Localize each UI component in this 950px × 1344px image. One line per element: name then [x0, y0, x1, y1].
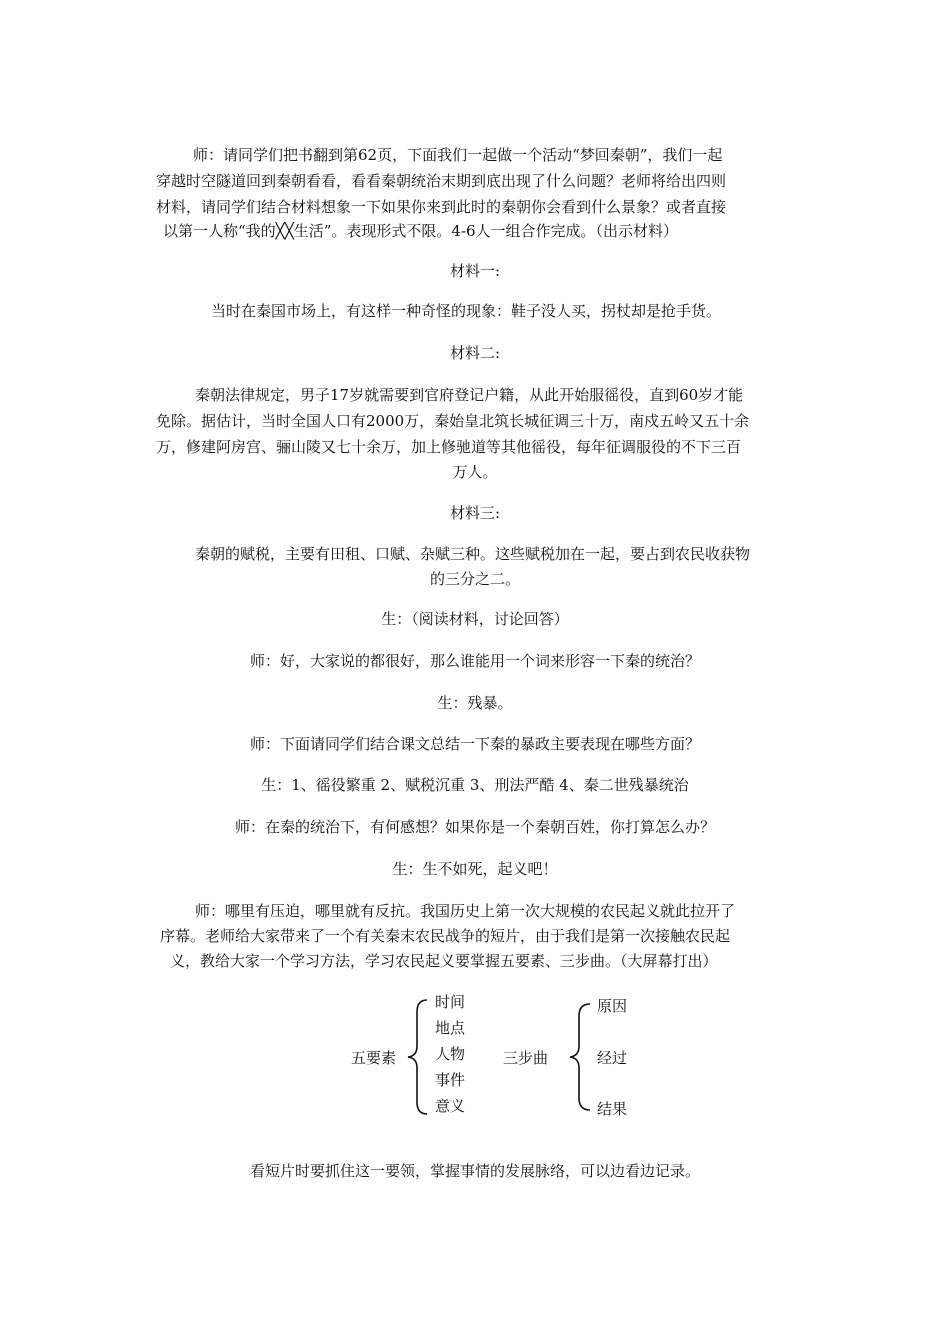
dialogue-line-2: 师：好，大家说的都很好，那么谁能用一个词来形容一下秦的统治？: [249, 652, 700, 670]
uprising-line-2: 序幕。老师给大家带来了一个有关秦末农民战争的短片，由于我们是第一次接触农民起: [160, 927, 731, 945]
three-steps-brace: [570, 1004, 590, 1110]
three-item-cause: 原因: [597, 997, 628, 1015]
dialogue-line-5: 生：1、徭役繁重 2、赋税沉重 3、刑法严酷 4、秦二世残暴统治: [261, 776, 689, 794]
material2-title: 材料二:: [449, 344, 501, 362]
closing-line: 看短片时要抓住这一要领，掌握事情的发展脉络，可以边看边记录。: [249, 1162, 700, 1180]
intro-line-1: 师：请同学们把书翻到第62页，下面我们一起做一个活动“梦回秦朝”，我们一起: [193, 146, 723, 164]
five-item-event: 事件: [435, 1071, 466, 1089]
five-elements-label: 五要素: [351, 1049, 397, 1067]
five-elements-brace: [408, 1000, 427, 1114]
material2-line-3: 万，修建阿房宫、骊山陵又七十余万，加上修驰道等其他徭役，每年征调服役的不下三百: [156, 438, 742, 456]
five-item-place: 地点: [435, 1019, 466, 1037]
five-item-meaning: 意义: [435, 1097, 466, 1115]
uprising-line-1: 师：哪里有压迫，哪里就有反抗。我国历史上第一次大规模的农民起义就此拉开了: [195, 902, 736, 920]
material1-text: 当时在秦国市场上，有这样一种奇怪的现象：鞋子没人买，拐杖却是抢手货。: [211, 302, 722, 320]
dialogue-line-7: 生：生不如死，起义吧！: [392, 860, 558, 878]
material2-line-1: 秦朝法律规定，男子17岁就需要到官府登记户籍，从此开始服徭役，直到60岁才能: [195, 386, 744, 404]
dialogue-line-6: 师：在秦的统治下，有何感想？如果你是一个秦朝百姓，你打算怎么办？: [234, 818, 715, 836]
five-three-diagram: [345, 990, 645, 1125]
dialogue-line-4: 师：下面请同学们结合课文总结一下秦的暴政主要表现在哪些方面？: [249, 735, 700, 753]
intro-line-2: 穿越时空隧道回到秦朝看看，看看秦朝统治末期到底出现了什么问题？老师将给出四则: [156, 172, 727, 190]
material3-line-2: 的三分之二。: [429, 570, 520, 588]
uprising-line-3: 义，教给大家一个学习方法，学习农民起义要掌握五要素、三步曲。（大屏幕打出）: [170, 952, 718, 970]
material3-title: 材料三:: [449, 504, 501, 522]
intro-line-4: 以第一人称“我的╳╳生活”。表现形式不限。4-6人一组合作完成。（出示材料）: [163, 222, 679, 240]
three-steps-label: 三步曲: [503, 1049, 549, 1067]
intro-line-3: 材料，请同学们结合材料想象一下如果你来到此时的秦朝你会看到什么景象？或者直接: [156, 198, 727, 216]
five-item-people: 人物: [435, 1045, 466, 1063]
material3-line-1: 秦朝的赋税，主要有田租、口赋、杂赋三种。这些赋税加在一起，要占到农民收获物: [195, 545, 751, 563]
five-item-time: 时间: [435, 993, 466, 1011]
dialogue-line-1: 生：（阅读材料，讨论回答）: [381, 610, 569, 628]
three-item-result: 结果: [597, 1100, 628, 1118]
three-item-process: 经过: [597, 1049, 628, 1067]
dialogue-line-3: 生：残暴。: [437, 694, 513, 712]
material1-title: 材料一:: [449, 262, 501, 280]
material2-line-2: 免除。据估计，当时全国人口有2000万，秦始皇北筑长城征调三十万，南戍五岭又五十余: [156, 412, 750, 430]
material2-line-4: 万人。: [452, 463, 498, 481]
